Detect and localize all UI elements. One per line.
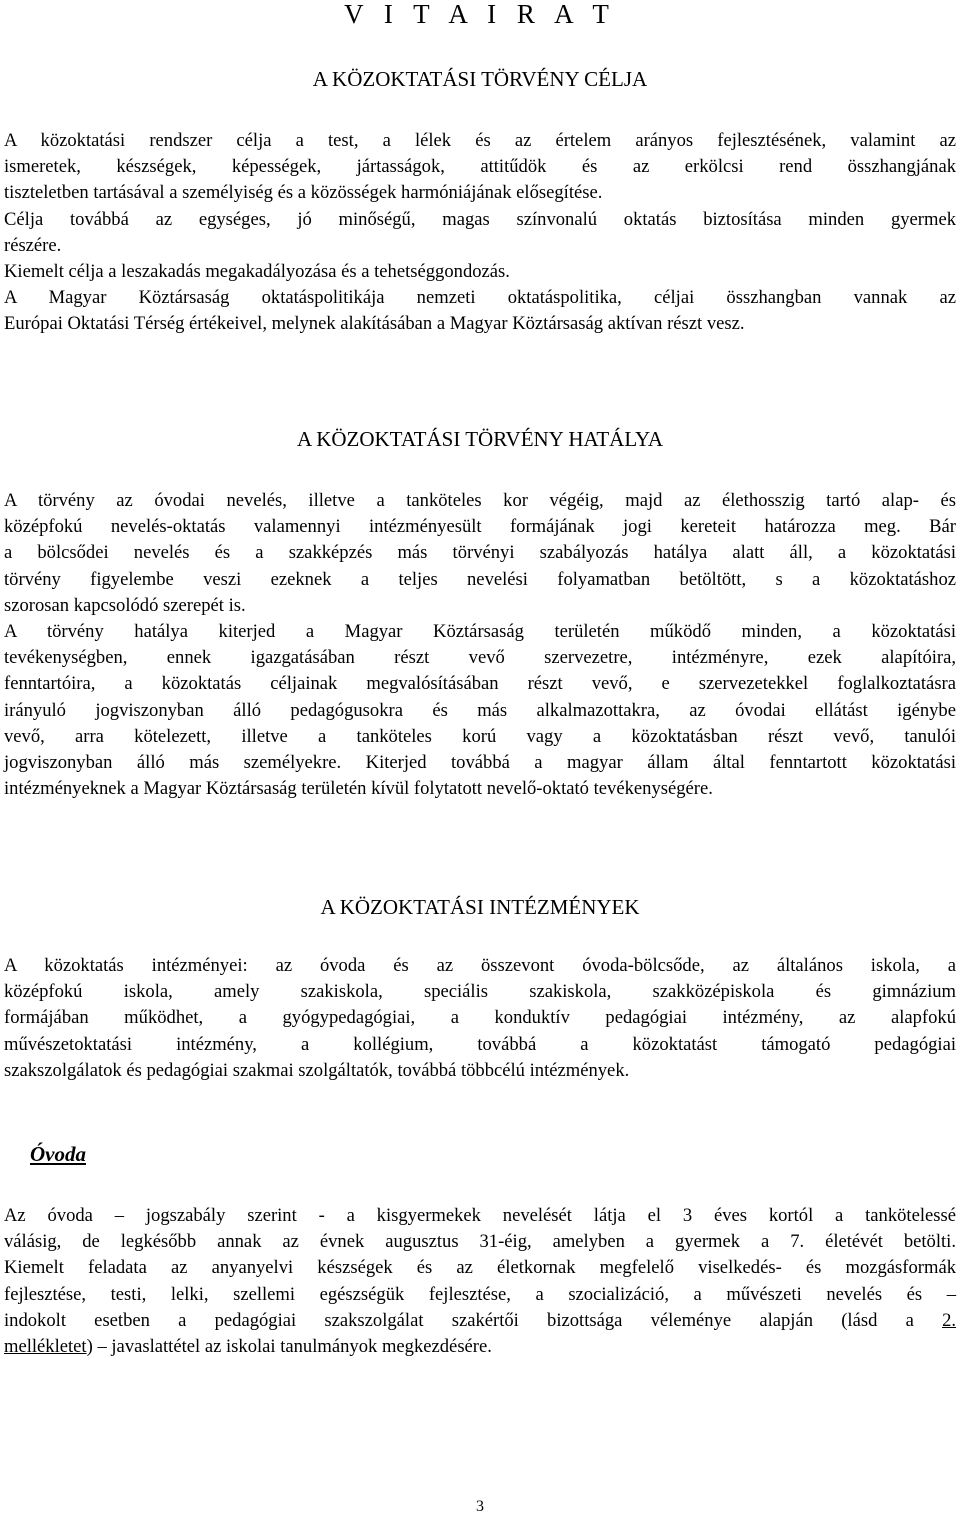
text-line: a bölcsődei nevelés és a szakképzés más törvényi szabályozás hatálya alatt áll, a közoktatási bbox=[4, 542, 956, 564]
text-line: A törvény az óvodai nevelés, illetve a tanköteles kor végéig, majd az élethosszig tartó alap- és bbox=[4, 490, 956, 511]
appendix-link-text[interactable]: mellékletet bbox=[4, 1336, 87, 1358]
text-line: Kiemelt célja a leszakadás megakadályozása és a tehetséggondozás. bbox=[4, 261, 510, 283]
document-title: V I T A I R A T bbox=[344, 0, 616, 29]
text-line: ismeretek, készségek, képességek, jártasságok, attitűdök és az erkölcsi rend összhangjának bbox=[4, 156, 956, 178]
text-line-with-link bbox=[4, 1334, 956, 1360]
text-line: középfokú nevelés-oktatás valamennyi intézményesült formájának jogi kereteit határozza meg. Bár bbox=[4, 516, 956, 538]
text-line: vevő, arra kötelezett, illetve a tanköteles korú vagy a közoktatásban részt vevő, tanulói bbox=[4, 725, 956, 747]
text-line: Európai Oktatási Térség értékeivel, melynek alakításában a Magyar Köztársaság aktívan részt vesz. bbox=[4, 313, 745, 335]
text-line: törvény figyelembe veszi ezeknek a teljes nevelési folyamatban betöltött, s a közoktatáshoz bbox=[4, 568, 956, 590]
text-line: Kiemelt feladata az anyanyelvi készségek és az életkornak megfelelő viselkedés- és mozgásformák bbox=[4, 1257, 956, 1279]
text-line: középfokú iskola, amely szakiskola, speciális szakiskola, szakközépiskola és gimnázium bbox=[4, 981, 956, 1003]
text-line: ) – javaslattétel az iskolai tanulmányok megkezdésére. bbox=[86, 1336, 492, 1358]
section-heading-intezmenyek: A KÖZOKTATÁSI INTÉZMÉNYEK bbox=[320, 895, 640, 919]
text-line: A Magyar Köztársaság oktatáspolitikája nemzeti oktatáspolitika, céljai összhangban vannak az bbox=[4, 287, 956, 309]
subsection-heading-ovoda: Óvoda bbox=[30, 1142, 86, 1166]
text-line: művészetoktatási intézmény, a kollégium, továbbá a közoktatást támogató pedagógiai bbox=[4, 1033, 956, 1055]
section-heading-celja: A KÖZOKTATÁSI TÖRVÉNY CÉLJA bbox=[312, 67, 648, 91]
text-line: szakszolgálatok és pedagógiai szakmai szolgáltatók, továbbá többcélú intézmények. bbox=[4, 1059, 630, 1081]
section-heading-hatalya: A KÖZOKTATÁSI TÖRVÉNY HATÁLYA bbox=[296, 427, 664, 451]
text-line: A közoktatás intézményei: az óvoda és az összevont óvoda-bölcsőde, az általános iskola, a bbox=[4, 955, 956, 976]
text-line: intézményeknek a Magyar Köztársaság területén kívül folytatott nevelő-oktató tevékenységére. bbox=[4, 778, 713, 800]
text-line: fenntartóira, a közoktatás céljainak megvalósításában részt vevő, e szervezetekkel foglalkoztatásra bbox=[4, 673, 956, 695]
text-line: szorosan kapcsolódó szerepét is. bbox=[4, 594, 246, 616]
text-line: A törvény hatálya kiterjed a Magyar Köztársaság területén működő minden, a közoktatási bbox=[4, 621, 956, 643]
section-body-intezmenyek bbox=[4, 953, 956, 1084]
section-body-ovoda bbox=[4, 1203, 956, 1360]
text-line: tiszteletben tartásával a személyiség és a közösségek harmóniájának elősegítése. bbox=[4, 182, 603, 204]
text-line: Célja továbbá az egységes, jó minőségű, magas színvonalú oktatás biztosítása minden gyermek bbox=[4, 208, 956, 230]
text-line: indokolt esetben a pedagógiai szakszolgálat szakértői bizottsága véleménye alapján (lásd a bbox=[4, 1309, 914, 1331]
text-line-with-link bbox=[4, 1308, 956, 1334]
text-line: fejlesztése, testi, lelki, szellemi egészségük fejlesztése, a szocializáció, a művészeti nevelés és – bbox=[4, 1283, 956, 1305]
text-line: jogviszonyban álló más személyekre. Kiterjed továbbá a magyar állam által fenntartott közoktatási bbox=[4, 752, 956, 774]
text-line: Az óvoda – jogszabály szerint - a kisgyermekek nevelését látja el 3 éves kortól a tankötelessé bbox=[4, 1205, 956, 1226]
text-line: részére. bbox=[4, 234, 62, 256]
text-line: irányuló jogviszonyban álló pedagógusokra és más alkalmazottakra, az óvodai ellátást igénybe bbox=[4, 699, 956, 721]
section-body-celja bbox=[4, 128, 956, 338]
appendix-link-number[interactable]: 2. bbox=[942, 1309, 957, 1331]
text-line: tevékenységben, ennek igazgatásában részt vevő szervezetre, intézményre, ezek alapítóira, bbox=[4, 647, 956, 669]
section-body-hatalya bbox=[4, 488, 956, 802]
text-line: formájában működhet, a gyógypedagógiai, a konduktív pedagógiai intézmény, az alapfokú bbox=[4, 1007, 956, 1029]
page-number: 3 bbox=[476, 1498, 484, 1515]
text-line: A közoktatási rendszer célja a test, a lélek és az értelem arányos fejlesztésének, valamint az bbox=[4, 130, 956, 151]
text-line: válásig, de legkésőbb annak az évnek augusztus 31-éig, amelyben a gyermek a 7. életévét betölti. bbox=[4, 1231, 956, 1253]
